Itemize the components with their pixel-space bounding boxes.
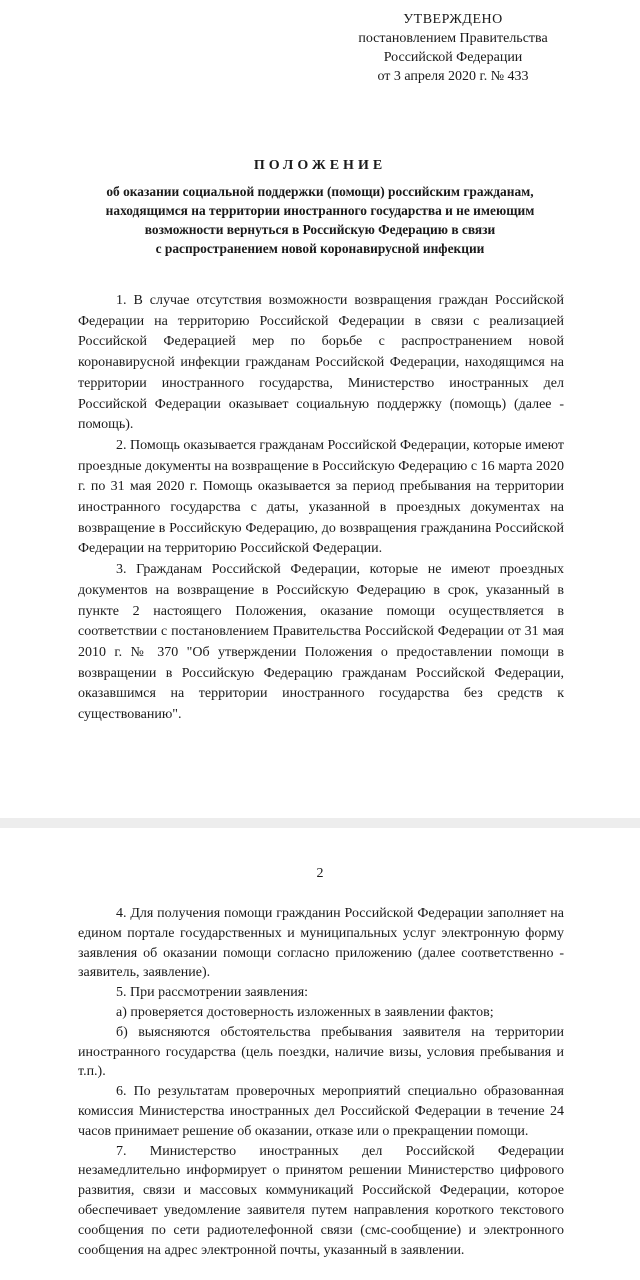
approval-line: от 3 апреля 2020 г. № 433 — [377, 69, 529, 84]
paragraph: 6. По результатам проверочных мероприятий специально образованная комиссия Министерства иностранных дел Российской Федерации в течение 24 часов принимает решение об оказании, отказе или о прекращении помощи. — [78, 1084, 564, 1139]
paragraph: а) проверяется достоверность изложенных в заявлении фактов; — [116, 1004, 494, 1020]
approval-head: УТВЕРЖДЕНО — [403, 12, 503, 27]
document-title: ПОЛОЖЕНИЕ — [253, 158, 387, 173]
page2-body — [78, 904, 564, 1260]
paragraph: 1. В случае отсутствия возможности возвращения граждан Российской Федерации на территорию Российской Федерации в связи с реализацией Российской Федерацией мер по борьбе с распространением новой коронавирусной инфекции гражданам Российской Федерации, находящимся на территории иностранного государства, Министерство иностранных дел Российской Федерации оказывает социальную поддержку (помощь) (далее - помощь). — [78, 293, 564, 433]
paragraph: 7. Министерство иностранных дел Российской Федерации незамедлительно информирует о принятом решении Министерство цифрового развития, связи и массовых коммуникаций Российской Федерации, которое обеспечивает уведомление заявителя путем направления короткого текстового сообщения по сети радиотелефонной связи (смс-сообщение) и электронного сообщения на адрес электронной почты, указанный в заявлении. — [78, 1143, 564, 1258]
paragraph: 5. При рассмотрении заявления: — [116, 985, 309, 1001]
approval-line: Российской Федерации — [383, 50, 523, 65]
approval-stamp — [340, 10, 566, 86]
approval-line: постановлением Правительства — [358, 31, 548, 46]
subtitle-line: с распространением новой коронавирусной инфекции — [155, 241, 485, 256]
paragraph: 4. Для получения помощи гражданин Российской Федерации заполняет на едином портале государственных и муниципальных услуг электронную форму заявления об оказании помощи согласно приложению (далее соответственно - заявитель, заявление). — [78, 906, 564, 981]
subtitle-line: находящимся на территории иностранного государства и не имеющим — [105, 203, 535, 218]
paragraph: б) выясняются обстоятельства пребывания заявителя на территории иностранного государства (цель поездки, наличие визы, условия пребывания и т.п.). — [78, 1024, 564, 1080]
page-separator — [0, 818, 640, 828]
subtitle-line: об оказании социальной поддержки (помощи) российским гражданам, — [106, 184, 534, 199]
page1-body — [78, 291, 564, 726]
paragraph: 3. Гражданам Российской Федерации, которые не имеют проездных документов на возвращение в Российскую Федерацию в срок, указанный в пункте 2 настоящего Положения, оказание помощи осуществляется в соответствии с постановлением Правительства Российской Федерации от 31 мая 2010 г. № 370 "Об утверждении Положения о предоставлении помощи в возвращении в Российскую Федерацию гражданам Российской Федерации, оказавшимся на территории иностранного государства без средств к существованию". — [78, 562, 564, 723]
subtitle-line: возможности вернуться в Российскую Федерацию в связи — [144, 222, 496, 237]
paragraph: 2. Помощь оказывается гражданам Российской Федерации, которые имеют проездные документы на возвращение в Российскую Федерацию с 16 марта 2020 г. по 31 мая 2020 г. Помощь оказывается за период пребывания на территории иностранного государства с даты, указанной в проездных документах на возвращение в Российскую Федерацию, до возвращения гражданина Российской Федерации на территорию Российской Федерации. — [78, 437, 564, 557]
document-subtitle — [70, 182, 570, 258]
page-number: 2 — [316, 866, 324, 881]
